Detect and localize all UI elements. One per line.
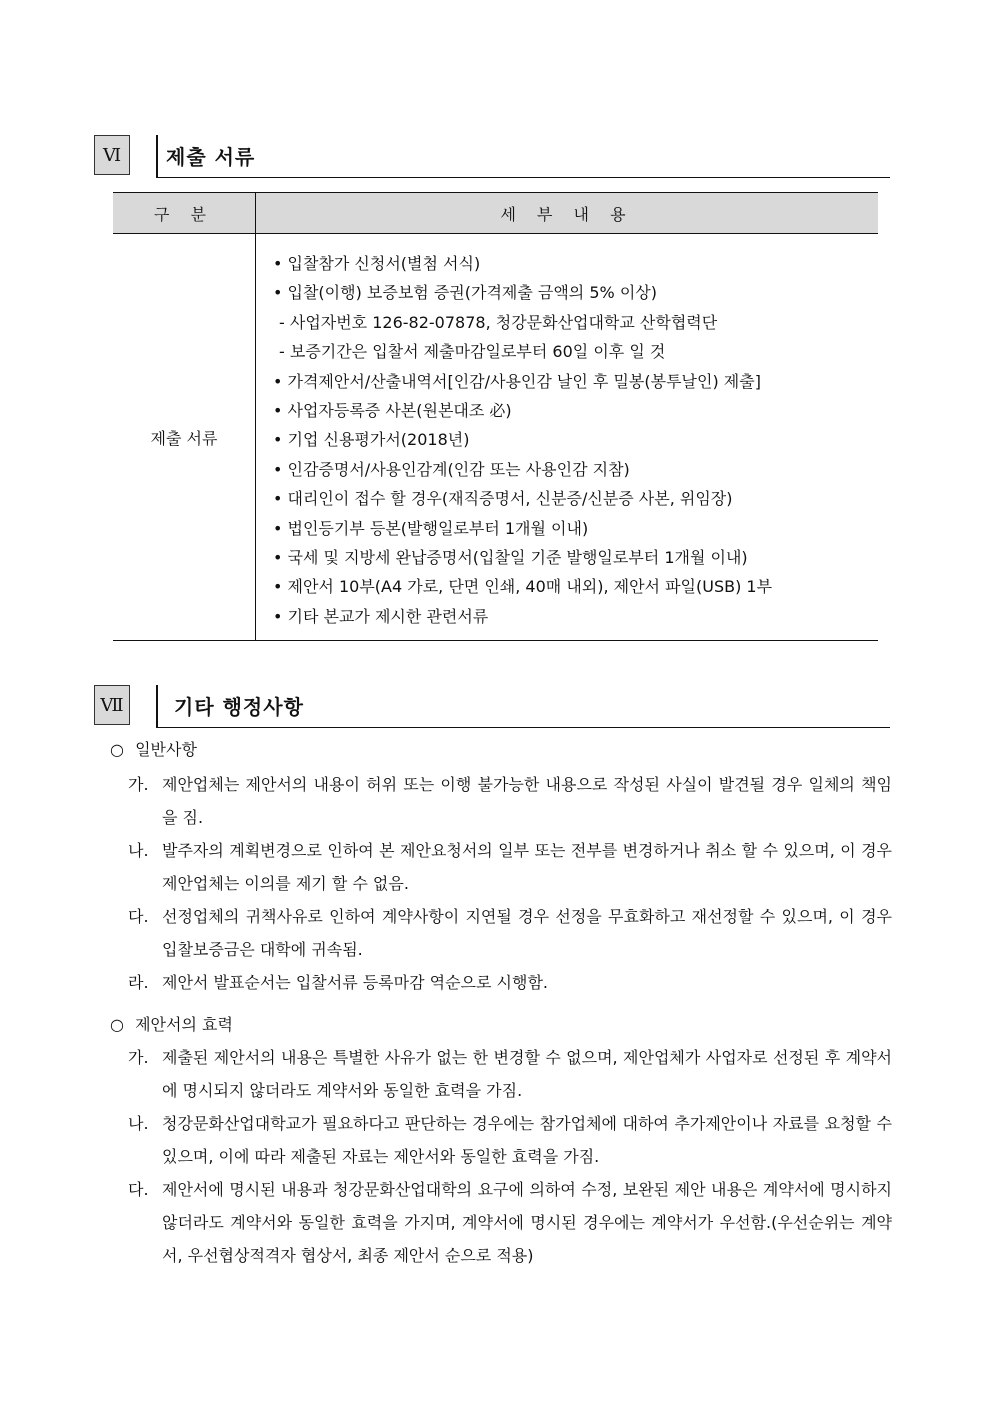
table-header-category: 구 분 bbox=[113, 193, 256, 234]
section-7-title: 기타 행정사항 bbox=[174, 695, 304, 719]
list-item: • 기업 신용평가서(2018년) bbox=[273, 430, 470, 450]
item-label: 나. bbox=[128, 1114, 149, 1133]
list-item: • 입찰참가 신청서(별첨 서식) bbox=[273, 254, 481, 273]
proposal-effect bbox=[110, 1011, 892, 1272]
section-6-underline bbox=[156, 177, 890, 178]
circle-bullet-icon: ○ bbox=[110, 740, 124, 759]
table-header-details: 세 부 내 용 bbox=[256, 193, 879, 234]
section-6-number: Ⅵ bbox=[94, 135, 130, 175]
item-label: 가. bbox=[128, 775, 149, 794]
table-cell-details bbox=[256, 234, 879, 641]
list-item: • 법인등기부 등본(발행일로부터 1개월 이내) bbox=[273, 518, 589, 538]
item-text: 제출된 제안서의 내용은 특별한 사유가 없는 한 변경할 수 없으며, 제안업체가 사업자로 선정된 후 계약서에 명시되지 않더라도 계약서와 동일한 효력을 가짐. bbox=[162, 1048, 892, 1100]
item-label: 나. bbox=[128, 841, 149, 860]
section-7-number: Ⅶ bbox=[94, 685, 130, 725]
section-6-header bbox=[94, 135, 890, 179]
documents-list bbox=[257, 235, 877, 639]
item-text: 발주자의 계획변경으로 인하여 본 제안요청서의 일부 또는 전부를 변경하거나 취소 할 수 있으며, 이 경우 제안업체는 이의를 제기 할 수 없음. bbox=[162, 841, 892, 893]
item-text: 청강문화산업대학교가 필요하다고 판단하는 경우에는 참가업체에 대하여 추가제안이나 자료를 요청할 수 있으며, 이에 따라 제출된 자료는 제안서와 동일한 효력을 가짐. bbox=[162, 1114, 892, 1166]
list-item: • 국세 및 지방세 완납증명서(입찰일 기준 발행일로부터 1개월 이내) bbox=[273, 547, 748, 567]
list-item: • 사업자등록증 사본(원본대조 必) bbox=[273, 400, 512, 420]
item-text: 제안서에 명시된 내용과 청강문화산업대학의 요구에 의하여 수정, 보완된 제안 내용은 계약서에 명시하지 않더라도 계약서와 동일한 효력을 가지며, 계약서에 명시된 경우에는 계약서가 우선함.(우선순위는 계약서, 우선협상적격자 협상서, 최종 제안서 순으로 적용) bbox=[162, 1180, 892, 1265]
general-matters bbox=[110, 736, 892, 999]
list-item: • 가격제안서/산출내역서[인감/사용인감 날인 후 밀봉(봉투날인) 제출] bbox=[273, 371, 761, 391]
effect-item-na bbox=[110, 1107, 892, 1173]
table-row bbox=[113, 234, 878, 641]
section-7-divider bbox=[156, 685, 158, 727]
list-item: - 사업자번호 126-82-07878, 청강문화산업대학교 산학협력단 bbox=[279, 312, 718, 332]
table-header-row bbox=[113, 193, 878, 234]
effect-item-ga bbox=[110, 1041, 892, 1107]
item-text: 제안서 발표순서는 입찰서류 등록마감 역순으로 시행함. bbox=[162, 973, 549, 992]
section-7-underline bbox=[156, 727, 890, 728]
section-7-header bbox=[94, 685, 890, 729]
table-cell-category: 제출 서류 bbox=[113, 234, 256, 641]
circle-bullet-icon: ○ bbox=[110, 1015, 124, 1034]
list-item: • 인감증명서/사용인감계(인감 또는 사용인감 지참) bbox=[273, 459, 630, 479]
general-matters-title: 일반사항 bbox=[135, 740, 197, 759]
list-item: • 대리인이 접수 할 경우(재직증명서, 신분증/신분증 사본, 위임장) bbox=[273, 489, 733, 509]
item-label: 다. bbox=[128, 907, 149, 926]
general-item-da bbox=[110, 900, 892, 966]
item-label: 가. bbox=[128, 1048, 149, 1067]
general-item-ra bbox=[110, 966, 892, 999]
list-item: • 입찰(이행) 보증보험 증권(가격제출 금액의 5% 이상) bbox=[273, 283, 657, 303]
general-item-na bbox=[110, 834, 892, 900]
effect-item-da bbox=[110, 1173, 892, 1272]
submission-documents-table bbox=[113, 192, 878, 641]
list-item: • 기타 본교가 제시한 관련서류 bbox=[273, 606, 489, 626]
general-matters-heading bbox=[110, 736, 892, 764]
proposal-effect-heading bbox=[110, 1011, 892, 1039]
item-label: 라. bbox=[128, 973, 149, 992]
section-6-title: 제출 서류 bbox=[166, 145, 256, 169]
item-text: 제안업체는 제안서의 내용이 허위 또는 이행 불가능한 내용으로 작성된 사실이 발견될 경우 일체의 책임을 짐. bbox=[162, 775, 892, 827]
section-6-divider bbox=[156, 135, 158, 177]
item-label: 다. bbox=[128, 1180, 149, 1199]
item-text: 선정업체의 귀책사유로 인하여 계약사항이 지연될 경우 선정을 무효화하고 재선정할 수 있으며, 이 경우 입찰보증금은 대학에 귀속됨. bbox=[162, 907, 892, 959]
proposal-effect-title: 제안서의 효력 bbox=[135, 1015, 233, 1034]
list-item: - 보증기간은 입찰서 제출마감일로부터 60일 이후 일 것 bbox=[279, 342, 666, 362]
general-item-ga bbox=[110, 768, 892, 834]
list-item: • 제안서 10부(A4 가로, 단면 인쇄, 40매 내외), 제안서 파일(USB) 1부 bbox=[273, 577, 773, 597]
